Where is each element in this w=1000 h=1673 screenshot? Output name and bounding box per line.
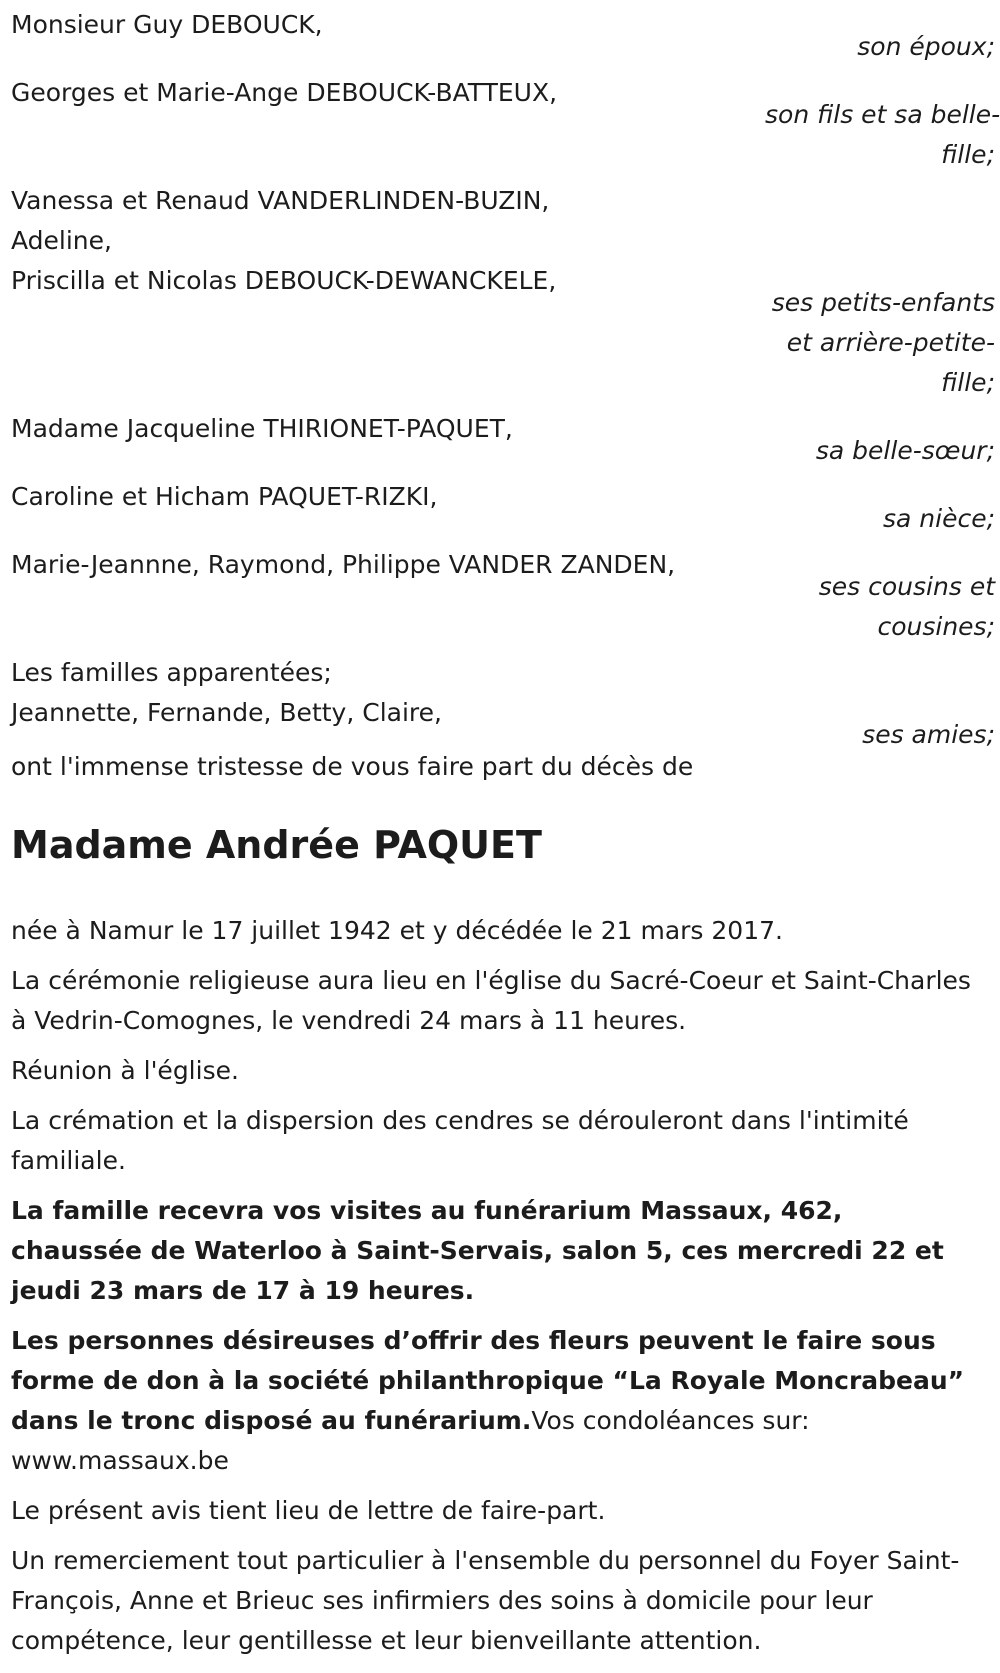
family-name: Vanessa et Renaud VANDERLINDEN-BUZIN, <box>11 186 550 215</box>
family-entry-niece <box>11 477 995 539</box>
family-relation: fille; <box>941 140 995 169</box>
family-relation: son fils et sa belle- <box>765 100 1000 129</box>
family-entry-cousins <box>11 545 995 647</box>
family-relation: fille; <box>941 368 995 397</box>
family-relation: cousines; <box>877 612 995 641</box>
family-list <box>11 5 1000 755</box>
family-relation: ses petits-enfants <box>771 288 995 317</box>
family-relation: ses cousins et <box>818 572 995 601</box>
meeting-text: Réunion à l'église. <box>11 1056 239 1085</box>
notice-text: Le présent avis tient lieu de lettre de faire-part. <box>11 1496 606 1525</box>
flowers-paragraph <box>11 1321 981 1481</box>
family-entry-sister-in-law <box>11 409 995 471</box>
family-entry-spouse <box>11 5 995 67</box>
family-relation: sa belle-sœur; <box>815 436 995 465</box>
family-name: Monsieur Guy DEBOUCK, <box>11 10 323 39</box>
cremation-text: La crémation et la dispersion des cendres se dérouleront dans l'intimité familiale. <box>11 1106 909 1175</box>
family-name: Marie-Jeannne, Raymond, Philippe VANDER ZANDEN, <box>11 550 676 579</box>
family-name: Caroline et Hicham PAQUET-RIZKI, <box>11 482 438 511</box>
family-relation: ses amies; <box>862 720 995 749</box>
thanks-text: Un remerciement tout particulier à l'ensemble du personnel du Foyer Saint-François, Anne et Brieuc ses infirmiers des soins à domicile pour leur compétence, leur gentillesse et leur bienveillante attention. <box>11 1546 960 1655</box>
birth-death-text: née à Namur le 17 juillet 1942 et y décédée le 21 mars 2017. <box>11 916 783 945</box>
family-relation: et arrière-petite- <box>786 328 995 357</box>
details-section <box>11 911 981 1671</box>
family-name: Jeannette, Fernande, Betty, Claire, <box>11 698 442 727</box>
family-name: Priscilla et Nicolas DEBOUCK-DEWANCKELE, <box>11 266 557 295</box>
family-name: Adeline, <box>11 226 112 255</box>
family-relation: son époux; <box>857 32 995 61</box>
family-entry-friends <box>11 653 995 755</box>
family-relation: sa nièce; <box>882 504 995 533</box>
family-name: Madame Jacqueline THIRIONET-PAQUET, <box>11 414 513 443</box>
family-name: Georges et Marie-Ange DEBOUCK-BATTEUX, <box>11 78 558 107</box>
flowers-text: Les personnes désireuses d’offrir des fleurs peuvent le faire sous forme de don à la société philanthropique “La Royale Moncrabeau” dans le tronc disposé au funérarium. <box>11 1326 965 1435</box>
family-name: Les familles apparentées; <box>11 658 332 687</box>
visits-text: La famille recevra vos visites au funérarium Massaux, 462, chaussée de Waterloo à Saint-Servais, salon 5, ces mercredi 22 et jeudi 23 mars de 17 à 19 heures. <box>11 1196 944 1305</box>
ceremony-text: La cérémonie religieuse aura lieu en l'église du Sacré-Coeur et Saint-Charles à Vedrin-Comognes, le vendredi 24 mars à 11 heures. <box>11 966 971 1035</box>
condolences-text: Vos condoléances sur: www.massaux.be <box>11 1406 810 1475</box>
announcement-text: ont l'immense tristesse de vous faire part du décès de <box>11 752 694 781</box>
family-entry-grandchildren <box>11 181 995 403</box>
family-entry-son <box>11 73 1000 175</box>
deceased-name: Madame Andrée PAQUET <box>11 823 542 867</box>
